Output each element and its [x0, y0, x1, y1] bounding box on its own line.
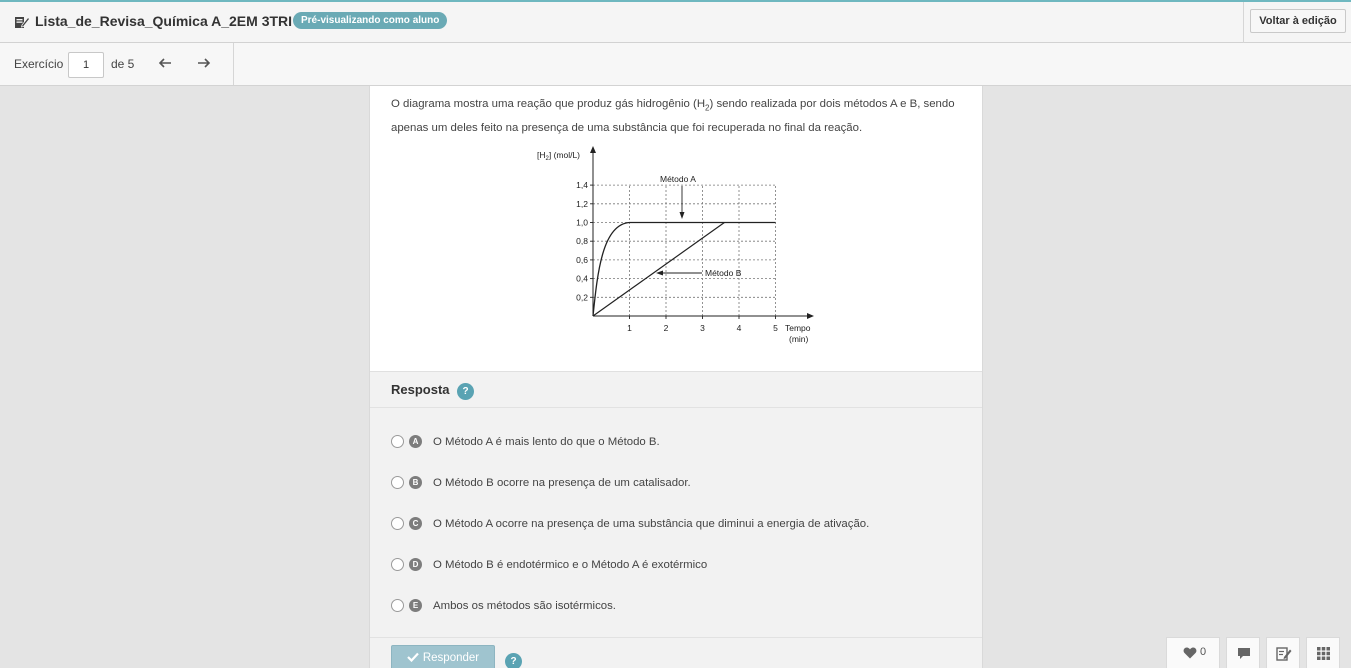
option-e[interactable] [391, 598, 971, 616]
radio-button[interactable] [391, 558, 404, 571]
option-letter-icon: B [409, 476, 422, 489]
page-title: Lista_de_Revisa_Química A_2EM 3TRI [35, 13, 293, 29]
option-letter-icon: D [409, 558, 422, 571]
y-tick-label: 0,2 [576, 292, 588, 303]
option-text[interactable]: Ambos os métodos são isotérmicos. [433, 600, 616, 612]
radio-button[interactable] [391, 599, 404, 612]
answer-title: Resposta [391, 382, 450, 397]
grid-menu-button[interactable] [1306, 637, 1340, 668]
radio-button[interactable] [391, 517, 404, 530]
y-tick-label: 1,0 [576, 217, 588, 228]
back-to-edit-button[interactable]: Voltar à edição [1250, 9, 1346, 33]
question-text: O diagrama mostra uma reação que produz gás hidrogênio $(H_2)$ sendo realizada por dois métodos A e B, sendo apenas um deles feito na presença de uma substância que foi recuperada no final da reação. [391, 98, 955, 135]
method-a-label: Método A [660, 174, 696, 184]
exercise-nav [0, 43, 1351, 86]
like-button[interactable] [1166, 637, 1220, 668]
method-a-curve [593, 223, 776, 317]
radio-button[interactable] [391, 476, 404, 489]
nav-divider [233, 43, 234, 85]
option-text[interactable]: O Método B ocorre na presença de um catalisador. [433, 477, 691, 489]
comment-button[interactable] [1226, 637, 1260, 668]
exercise-number-input[interactable]: 1 [68, 52, 104, 78]
arrow-left-icon[interactable] [157, 55, 173, 71]
option-letter-icon: A [409, 435, 422, 448]
x-tick-label: 3 [700, 323, 705, 333]
x-tick-label: 5 [773, 323, 778, 333]
method-b-label: Método B [705, 268, 742, 278]
help-icon[interactable]: ? [505, 653, 522, 668]
answer-header [370, 372, 982, 408]
y-tick-label: 0,4 [576, 273, 588, 284]
answer-area [370, 371, 982, 668]
preview-badge: Pré-visualizando como aluno [293, 12, 447, 29]
edit-icon [14, 14, 30, 30]
x-axis-label: Tempo [785, 323, 811, 333]
option-text[interactable]: O Método A ocorre na presença de uma substância que diminui a energia de ativação. [433, 518, 870, 530]
option-text[interactable]: O Método A é mais lento do que o Método B. [433, 436, 660, 448]
respond-label: Responder [422, 652, 480, 664]
x-tick-label: 4 [736, 323, 742, 333]
like-count: 0 [1200, 646, 1207, 658]
comment-icon [1237, 647, 1251, 660]
option-d[interactable] [391, 557, 971, 575]
option-b[interactable] [391, 475, 971, 493]
check-icon [407, 652, 419, 662]
help-icon[interactable]: ? [457, 383, 474, 400]
question-panel [369, 86, 983, 668]
top-bar [0, 0, 1351, 43]
y-tick-label: 1,2 [576, 198, 588, 209]
respond-button[interactable] [391, 645, 495, 668]
option-letter-icon: E [409, 599, 422, 612]
radio-button[interactable] [391, 435, 404, 448]
x-tick-label: 2 [663, 323, 669, 333]
notes-button[interactable] [1266, 637, 1300, 668]
reaction-graph [530, 144, 820, 354]
option-text[interactable]: O Método B é endotérmico e o Método A é exotérmico [433, 559, 708, 571]
exercise-total: de 5 [111, 57, 135, 71]
grid-icon [1317, 647, 1330, 660]
header-divider [1243, 2, 1244, 43]
y-axis-label: $[H_2]$ (mol/L) [537, 150, 581, 162]
y-tick-label: 0,6 [576, 254, 588, 265]
option-a[interactable] [391, 434, 971, 452]
heart-icon [1183, 647, 1197, 659]
option-letter-icon: C [409, 517, 422, 530]
x-tick-label: 1 [627, 323, 632, 333]
arrow-right-icon[interactable] [196, 55, 212, 71]
notes-icon [1276, 646, 1292, 661]
y-tick-label: 1,4 [576, 180, 588, 191]
option-c[interactable] [391, 516, 971, 534]
y-tick-label: 0,8 [576, 236, 588, 247]
x-axis-unit: (min) [789, 334, 809, 344]
answer-footer [370, 637, 982, 668]
exercise-label: Exercício [14, 57, 64, 71]
